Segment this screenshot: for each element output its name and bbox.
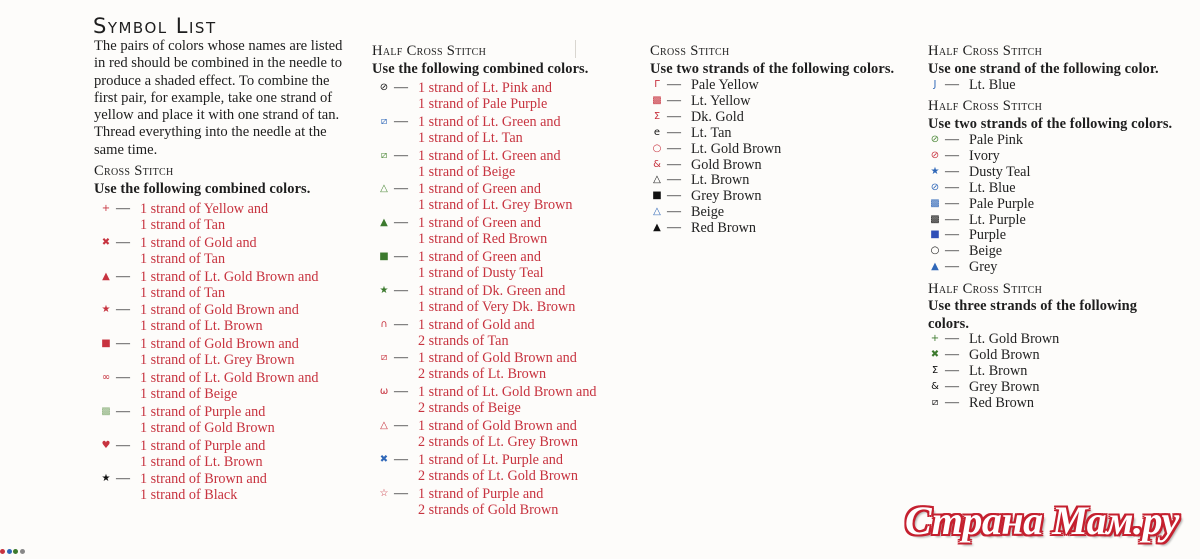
dash-separator: — (945, 394, 959, 410)
checker-icon: ▩ (930, 213, 940, 225)
color-name: Lt. Blue (969, 77, 1016, 93)
star-filled-icon: ★ (930, 165, 940, 177)
double-circle-icon: ∞ (101, 372, 111, 383)
dash-separator: — (394, 418, 408, 433)
color-name-line2: 2 strands of Tan (418, 332, 509, 349)
color-name: Pale Yellow (691, 77, 759, 93)
color-name: Lt. Purple (969, 211, 1026, 228)
dash-separator: — (945, 243, 959, 259)
color-name: Gold Brown (691, 156, 762, 173)
dash-separator: — (945, 195, 959, 211)
section-heading: Half Cross Stitch (928, 281, 1043, 297)
color-name-line2: 2 strands of Gold Brown (418, 501, 559, 518)
color-name: 1 strand of Lt. Gold Brown and (418, 384, 597, 401)
dash-separator: — (945, 378, 959, 394)
dash-separator: — (116, 234, 130, 250)
dash-separator: — (116, 268, 130, 284)
color-name-line2: 1 strand of Red Brown (418, 231, 548, 248)
section-instruction: Use one strand of the following color. (928, 61, 1159, 77)
slash-icon: ⊘ (379, 82, 389, 93)
color-name-line2: 1 strand of Lt. Tan (418, 129, 523, 146)
color-name: 1 strand of Gold and (140, 234, 257, 251)
color-name: Purple (969, 227, 1007, 244)
sigma-icon: Σ (931, 364, 939, 376)
dash-separator: — (394, 113, 408, 129)
color-name: 1 strand of Lt. Green and (418, 147, 561, 164)
site-watermark-logo: Страна Мам.ру (905, 498, 1179, 543)
color-name: 1 strand of Green and (418, 249, 541, 265)
sigma-icon: Σ (653, 110, 661, 122)
dash-separator: — (116, 336, 130, 352)
color-name: Dusty Teal (969, 163, 1031, 180)
dash-separator: — (945, 362, 959, 378)
dash-separator: — (945, 163, 959, 179)
slash-icon: ⊘ (930, 149, 940, 161)
dash-separator: — (945, 77, 959, 92)
color-name: 1 strand of Purple and (418, 485, 544, 502)
dash-separator: — (394, 282, 408, 298)
arch-icon: ∩ (380, 318, 388, 330)
color-name-line2: 2 strands of Lt. Brown (418, 366, 547, 383)
square-filled-icon: ■ (930, 229, 940, 241)
triangle-filled-icon: ▲ (380, 217, 388, 229)
color-name-line2: 1 strand of Tan (140, 217, 226, 233)
star-outline-icon: ☆ (379, 487, 389, 499)
square-slash-icon: ⧄ (380, 352, 388, 364)
dash-separator: — (667, 156, 681, 172)
square-slash-icon: ⧄ (931, 396, 939, 408)
color-name-line2: 1 strand of Beige (418, 163, 516, 180)
dash-separator: — (945, 147, 959, 163)
dash-separator: — (945, 211, 959, 227)
checker-icon: ▩ (101, 405, 111, 417)
triangle-filled-icon: ▲ (931, 261, 939, 273)
triangle-filled-icon: ▲ (653, 222, 661, 234)
dash-separator: — (116, 471, 130, 487)
slash-icon: ⊘ (930, 134, 940, 145)
dash-separator: — (116, 437, 130, 453)
section-instruction: Use the following combined colors. (372, 61, 589, 77)
hook-icon: J (933, 79, 937, 90)
color-name: Pale Purple (969, 195, 1035, 212)
color-swatch-dots (0, 541, 26, 549)
color-name: Grey Brown (969, 378, 1040, 395)
color-name: Lt. Tan (691, 124, 732, 141)
page-fold-line (575, 40, 576, 58)
color-name: 1 strand of Lt. Green and (418, 113, 561, 130)
section-heading: Cross Stitch (94, 163, 174, 179)
color-name: Gold Brown (969, 346, 1040, 363)
dash-separator: — (394, 485, 408, 501)
color-name-line2: 1 strand of Black (140, 487, 238, 504)
color-name: Dk. Gold (691, 108, 744, 125)
color-name: 1 strand of Gold Brown and (140, 302, 299, 319)
dash-separator: — (667, 204, 681, 220)
color-name-line2: 1 strand of Beige (140, 386, 238, 402)
ampersand-icon: & (653, 158, 661, 170)
color-name: Ivory (969, 147, 1000, 164)
page-title: Symbol List (93, 14, 217, 38)
color-name-line2: 1 strand of Lt. Brown (140, 318, 263, 335)
dash-separator: — (394, 249, 408, 264)
dash-separator: — (667, 220, 681, 236)
dash-separator: — (945, 346, 959, 362)
color-name: Lt. Blue (969, 179, 1016, 196)
color-name: 1 strand of Gold Brown and (418, 418, 577, 434)
swatch-dot (20, 549, 25, 554)
circle-outline-icon: ○ (930, 245, 940, 257)
color-name-line2: 1 strand of Lt. Brown (140, 453, 263, 470)
dash-separator: — (667, 188, 681, 204)
color-name-line2: 1 strand of Gold Brown (140, 419, 275, 436)
x-bold-icon: ✖ (930, 348, 940, 360)
dash-separator: — (945, 227, 959, 243)
dash-separator: — (394, 316, 408, 332)
omega-icon: ω (379, 386, 389, 398)
color-name: 1 strand of Gold Brown and (418, 350, 577, 367)
color-name: 1 strand of Lt. Gold Brown and (140, 268, 319, 285)
dash-separator: — (667, 124, 681, 140)
dash-separator: — (394, 181, 408, 197)
color-name: 1 strand of Purple and (140, 403, 266, 420)
dash-separator: — (394, 350, 408, 366)
dash-separator: — (667, 108, 681, 124)
color-name: Red Brown (969, 394, 1035, 411)
e-script-icon: e (653, 126, 661, 138)
dash-separator: — (667, 92, 681, 108)
star-filled-icon: ★ (101, 304, 111, 316)
color-name: 1 strand of Green and (418, 181, 541, 198)
swatch-dot (13, 549, 18, 554)
color-name-line2: 1 strand of Tan (140, 284, 226, 301)
dash-separator: — (945, 132, 959, 147)
triangle-outline-icon: △ (380, 183, 388, 195)
heart-icon: ♥ (101, 439, 111, 451)
section-heading: Half Cross Stitch (928, 98, 1043, 114)
plus-icon: + (101, 203, 111, 214)
color-name: Grey (969, 259, 998, 276)
square-filled-icon: ■ (652, 190, 662, 202)
dash-separator: — (394, 147, 408, 163)
dash-separator: — (394, 384, 408, 400)
dash-separator: — (394, 451, 408, 467)
x-bold-icon: ✖ (379, 453, 389, 465)
square-filled-icon: ■ (379, 251, 389, 262)
color-name: Lt. Gold Brown (969, 331, 1060, 347)
ampersand-icon: & (931, 380, 939, 392)
dash-separator: — (116, 370, 130, 385)
section-heading: Cross Stitch (650, 43, 730, 59)
color-name-line2: 1 strand of Very Dk. Brown (418, 298, 576, 315)
color-name: 1 strand of Lt. Purple and (418, 451, 563, 468)
color-name-line2: 2 strands of Lt. Grey Brown (418, 434, 578, 450)
color-name-line2: 1 strand of Lt. Grey Brown (418, 197, 573, 214)
plus-icon: + (930, 333, 940, 344)
gamma-icon: Γ (654, 79, 660, 90)
color-name: Lt. Brown (969, 362, 1028, 379)
dash-separator: — (945, 179, 959, 195)
intro-paragraph: The pairs of colors whose names are listed in red should be combined in the needle to produce a shaded effect. To combine the first pair, for example, take one strand of yellow and place it with one strand of tan. Thread everything into the needle at the same time. (94, 38, 343, 158)
color-name: 1 strand of Lt. Pink and (418, 80, 552, 96)
section-instruction: Use two strands of the following colors. (928, 116, 1173, 132)
color-name: 1 strand of Gold Brown and (140, 336, 299, 353)
dash-separator: — (945, 331, 959, 346)
section-instruction: Use three strands of the following (928, 298, 1137, 314)
dash-separator: — (945, 259, 959, 275)
color-name: 1 strand of Lt. Gold Brown and (140, 370, 319, 386)
color-name: 1 strand of Brown and (140, 471, 267, 488)
dash-separator: — (116, 302, 130, 318)
color-name-line2: 1 strand of Pale Purple (418, 96, 548, 112)
circle-outline-icon: ○ (652, 142, 662, 154)
star-filled-icon: ★ (379, 284, 389, 296)
section-heading: Half Cross Stitch (372, 43, 487, 59)
swatch-dot (0, 549, 5, 554)
color-name: 1 strand of Gold and (418, 316, 535, 333)
triangle-filled-icon: ▲ (102, 270, 110, 282)
color-name-line2: 1 strand of Lt. Grey Brown (140, 352, 295, 369)
slash-icon: ⊘ (930, 181, 940, 193)
dash-separator: — (667, 77, 681, 92)
dash-separator: — (667, 172, 681, 188)
dash-separator: — (394, 215, 408, 231)
dash-separator: — (116, 201, 130, 216)
color-name-line2: 1 strand of Tan (140, 250, 226, 267)
color-name-line2: 2 strands of Lt. Gold Brown (418, 467, 578, 484)
section-instruction-cont: colors. (928, 316, 970, 332)
dash-separator: — (394, 80, 408, 95)
color-name: 1 strand of Green and (418, 215, 541, 232)
section-instruction: Use the following combined colors. (94, 181, 311, 197)
square-slash-icon: ⧄ (380, 149, 388, 161)
color-name-line2: 2 strands of Beige (418, 400, 521, 417)
checker-icon: ▩ (652, 94, 662, 106)
section-heading: Half Cross Stitch (928, 43, 1043, 59)
section-instruction: Use two strands of the following colors. (650, 61, 895, 77)
color-name: Grey Brown (691, 188, 762, 205)
square-filled-icon: ■ (101, 338, 111, 350)
color-name: 1 strand of Yellow and (140, 201, 269, 217)
color-name: Lt. Yellow (691, 92, 751, 109)
checker-icon: ▩ (930, 197, 940, 209)
dash-separator: — (116, 403, 130, 419)
triangle-outline-icon: △ (653, 174, 661, 186)
color-name: 1 strand of Dk. Green and (418, 282, 566, 299)
color-name: Beige (969, 243, 1003, 260)
dash-separator: — (667, 140, 681, 156)
color-name: Pale Pink (969, 132, 1023, 148)
x-bold-icon: ✖ (101, 236, 111, 248)
color-name: Red Brown (691, 220, 757, 237)
triangle-outline-icon: △ (380, 420, 388, 431)
color-name-line2: 1 strand of Dusty Teal (418, 265, 544, 281)
color-name: Beige (691, 204, 725, 221)
triangle-outline-icon: △ (653, 206, 661, 218)
star-black-icon: ★ (101, 473, 111, 485)
color-name: 1 strand of Purple and (140, 437, 266, 454)
swatch-dot (7, 549, 12, 554)
color-name: Lt. Brown (691, 172, 750, 189)
square-slash-icon: ⧄ (380, 115, 388, 127)
color-name: Lt. Gold Brown (691, 140, 782, 157)
